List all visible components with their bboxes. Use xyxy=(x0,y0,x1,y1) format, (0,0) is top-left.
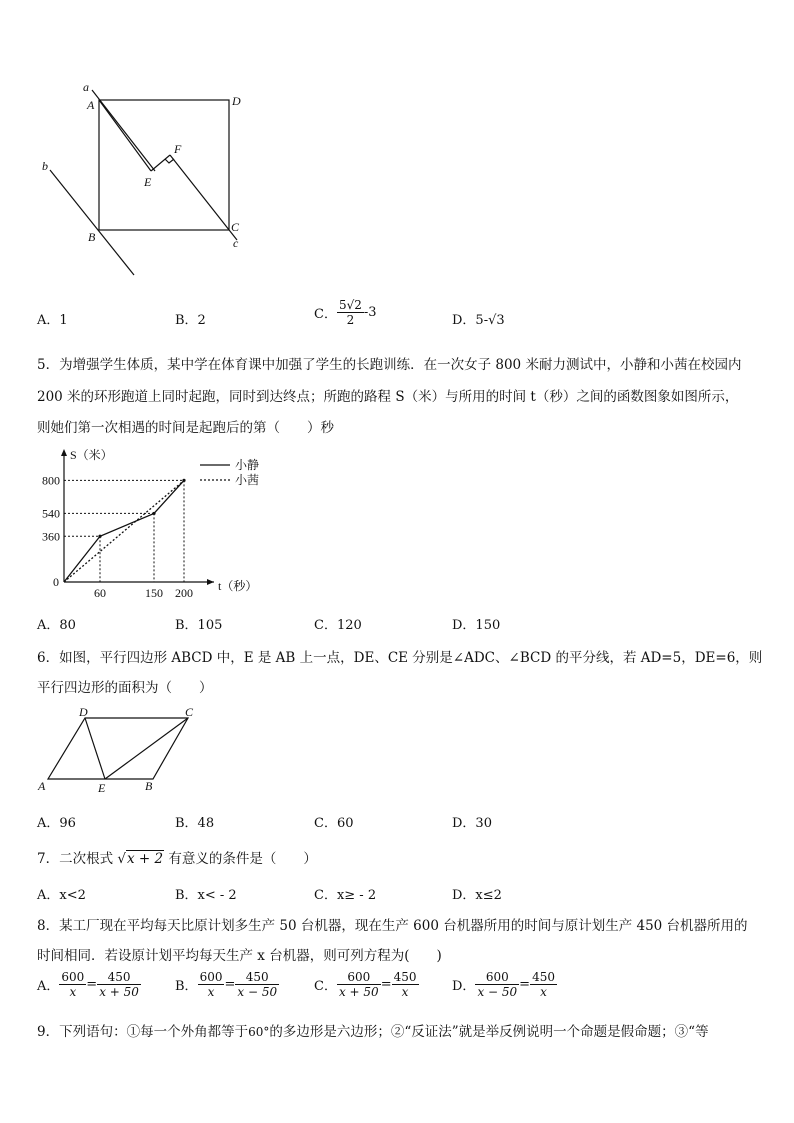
q8-d-label: D． xyxy=(452,979,476,994)
origin-label: 0 xyxy=(53,575,59,589)
q8-a-rn: 450 xyxy=(97,970,141,985)
q8-c-right xyxy=(392,970,419,999)
q7-option-c: C．x≥ - 2 xyxy=(314,888,377,903)
q5-option-d: D．150 xyxy=(452,618,501,633)
q5-option-c: C．120 xyxy=(314,618,362,633)
q8-b-ld: x xyxy=(207,985,215,999)
q7-text xyxy=(37,847,317,867)
q7-option-d: D．x≤2 xyxy=(452,888,502,903)
q8-d-ld: x − 50 xyxy=(477,985,518,999)
q6-text-line1: 6．如图，平行四边形 ABCD 中，E 是 AB 上一点，DE、CE 分别是∠ADC、∠BCD 的平分线，若 AD=5，DE=6，则 xyxy=(37,650,763,666)
q8-b-rd: x − 50 xyxy=(237,985,278,999)
q5-option-b: B．105 xyxy=(175,618,223,633)
q8-option-b xyxy=(175,970,279,999)
line-b xyxy=(50,170,134,275)
q5-option-a: A．80 xyxy=(37,618,76,633)
q6-label-A: A xyxy=(38,779,46,793)
y-axis-label: S（米） xyxy=(70,448,113,462)
label-C: C xyxy=(231,220,240,234)
label-B: B xyxy=(88,230,96,244)
y-tick-label: 360 xyxy=(42,529,60,544)
q7-option-a: A．x<2 xyxy=(37,888,86,903)
q6-label-C: C xyxy=(185,705,194,719)
line-ae xyxy=(99,100,151,171)
q9-angle: 60° xyxy=(248,1025,270,1039)
line-a xyxy=(92,90,155,171)
q8-c-ln: 600 xyxy=(337,970,381,985)
q8-option-d xyxy=(452,970,557,999)
q4-option-c-suffix: -3 xyxy=(363,305,377,320)
q4-figure xyxy=(30,75,260,285)
square-abcd xyxy=(99,100,229,230)
series-line-xiaoqian xyxy=(64,480,184,582)
q7-radical: √x + 2 xyxy=(117,851,164,867)
q8-d-right xyxy=(530,970,557,999)
q6-option-b: B．48 xyxy=(175,816,215,831)
q4-option-c-den: 2 xyxy=(346,313,355,327)
label-E: E xyxy=(144,175,152,189)
label-a: a xyxy=(83,80,89,94)
y-tick-label: 540 xyxy=(42,506,60,521)
q6-label-D: D xyxy=(79,705,88,719)
q8-b-right xyxy=(235,970,279,999)
q8-b-eq: = xyxy=(224,977,236,992)
x-tick-label: 60 xyxy=(94,586,106,600)
x-tick-label: 200 xyxy=(175,586,193,600)
q6-text-line2: 平行四边形的面积为（ ） xyxy=(37,680,213,696)
label-D: D xyxy=(232,94,241,108)
q8-a-ln: 600 xyxy=(61,970,85,984)
q8-d-rd: x xyxy=(540,985,547,999)
q8-d-left xyxy=(475,970,519,999)
q4-option-c-prefix: C． xyxy=(314,307,337,322)
q8-b-left xyxy=(198,970,225,999)
q4-option-c-fraction xyxy=(337,298,364,327)
q4-option-a: A．1 xyxy=(37,313,68,328)
q6-option-d: D．30 xyxy=(452,816,492,831)
segment-ce xyxy=(105,718,188,779)
q8-b-ln: 600 xyxy=(199,970,223,984)
q9-text xyxy=(37,1020,709,1040)
q8-c-label: C． xyxy=(314,979,337,994)
legend-label: 小茜 xyxy=(235,473,260,487)
q8-d-ln: 600 xyxy=(475,970,519,985)
q8-option-a xyxy=(37,970,141,999)
label-b: b xyxy=(42,159,48,173)
q8-c-ld: x + 50 xyxy=(338,985,379,999)
q8-a-eq: = xyxy=(86,977,98,992)
label-c: c xyxy=(233,236,239,250)
q6-option-c: C．60 xyxy=(314,816,354,831)
q8-a-left xyxy=(59,970,86,999)
q7-option-b: B．x< - 2 xyxy=(175,888,237,903)
q6-option-a: A．96 xyxy=(37,816,76,831)
line-fc xyxy=(170,155,237,240)
x-axis-label: t（秒） xyxy=(218,579,258,593)
q5-text-line3: 则她们第一次相遇的时间是起跑后的第（ ）秒 xyxy=(37,420,334,436)
q4-option-c xyxy=(314,298,377,327)
q4-option-c-num: 5√2 xyxy=(338,298,362,312)
q8-a-ld: x xyxy=(69,985,77,999)
data-point xyxy=(152,512,155,515)
label-F: F xyxy=(174,142,182,156)
q4-option-d: D．5-√3 xyxy=(452,313,505,328)
q8-text-line2: 时间相同．若设原计划平均每天生产 x 台机器，则可列方程为( ) xyxy=(37,948,442,964)
legend-label: 小静 xyxy=(235,458,260,472)
q6-figure xyxy=(30,702,210,797)
data-point xyxy=(98,535,101,538)
q8-c-left xyxy=(337,970,381,999)
q8-b-label: B． xyxy=(175,979,198,994)
q7-radicand: x + 2 xyxy=(127,851,164,867)
q8-c-eq: = xyxy=(380,977,392,992)
y-tick-label: 800 xyxy=(42,473,60,488)
q8-text-line1: 8．某工厂现在平均每天比原计划多生产 50 台机器，现在生产 600 台机器所用的时间与原计划生产 450 台机器所用的 xyxy=(37,918,748,934)
q5-text-line1: 5．为增强学生体质，某中学在体育课中加强了学生的长跑训练．在一次女子 800 米耐力测试中，小静和小茜在校园内 xyxy=(37,357,742,373)
segment-de xyxy=(85,718,105,779)
q8-a-label: A． xyxy=(37,979,60,994)
y-axis-arrow xyxy=(61,449,67,456)
q8-d-rn: 450 xyxy=(532,970,555,984)
line-ef xyxy=(151,155,170,171)
q7-suffix: 有意义的条件是（ ） xyxy=(168,851,317,867)
q4-option-b: B．2 xyxy=(175,313,206,328)
data-point xyxy=(182,479,185,482)
q8-b-rn: 450 xyxy=(235,970,279,985)
q7-prefix: 7．二次根式 xyxy=(37,851,114,867)
x-axis-arrow xyxy=(207,579,214,585)
q9-prefix: 9．下列语句：①每一个外角都等于 xyxy=(37,1024,249,1040)
q8-a-right xyxy=(97,970,141,999)
q8-c-rd: x xyxy=(401,985,409,999)
q5-chart xyxy=(30,445,290,605)
x-tick-label: 150 xyxy=(145,586,163,600)
q8-c-rn: 450 xyxy=(393,970,417,984)
q5-text-line2: 200 米的环形跑道上同时起跑，同时到达终点；所跑的路程 S（米）与所用的时间 t（秒）之间的函数图象如图所示， xyxy=(37,389,739,405)
q6-label-B: B xyxy=(145,779,153,793)
q8-d-eq: = xyxy=(519,977,531,992)
label-A: A xyxy=(87,98,95,112)
q8-a-rd: x + 50 xyxy=(99,985,139,999)
q8-option-c xyxy=(314,970,419,999)
q9-suffix: 的多边形是六边形；②“反证法”就是举反例说明一个命题是假命题；③“等 xyxy=(269,1024,709,1040)
q6-label-E: E xyxy=(98,781,106,795)
right-angle-mark xyxy=(165,159,174,163)
